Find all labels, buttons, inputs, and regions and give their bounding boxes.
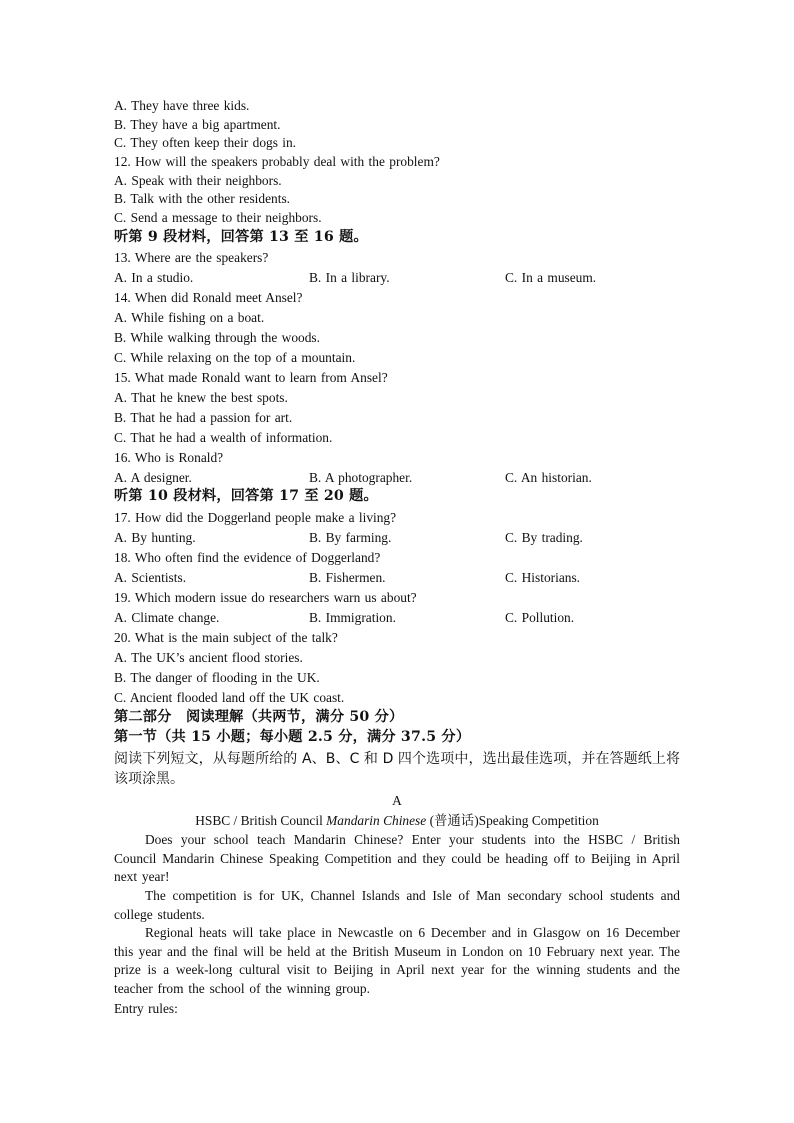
q20-option-b: B. The danger of flooding in the UK.	[114, 670, 320, 685]
q15-option-c: C. That he had a wealth of information.	[114, 430, 333, 445]
q17-option-c: C. By trading.	[505, 530, 583, 545]
paragraph-1-text: Does your school teach Mandarin Chinese? Enter your students into the HSBC / British Council Mandarin Chinese Speaking Competition and they could be heading off to Beijing in April next year!	[114, 832, 680, 885]
q14-option-a: A. While fishing on a boat.	[114, 310, 265, 325]
q20-option-c: C. Ancient flooded land off the UK coast.	[114, 690, 345, 705]
q14-option-c: C. While relaxing on the top of a mountain.	[114, 350, 356, 365]
passage-a-label: A	[392, 793, 402, 808]
q12-question: 12. How will the speakers probably deal with the problem?	[114, 154, 440, 169]
entry-rules-label: Entry rules:	[114, 1001, 178, 1016]
q14-option-b: B. While walking through the woods.	[114, 330, 320, 345]
q17-question: 17. How did the Doggerland people make a living?	[114, 510, 397, 525]
part2-section1-heading: 第一节（共 15 小题；每小题 2.5 分，满分 37.5 分）	[114, 729, 471, 745]
q20-question: 20. What is the main subject of the talk?	[114, 630, 338, 645]
q11-option-b: B. They have a big apartment.	[114, 117, 281, 132]
part2-instruction: 阅读下列短文，从每题所给的 A、B、C 和 D 四个选项中，选出最佳选项，并在答题纸上将该项涂黑。	[114, 751, 680, 787]
passage-a-paragraph-1	[114, 831, 680, 887]
q13-options	[114, 270, 714, 286]
q14-question: 14. When did Ronald meet Ansel?	[114, 290, 303, 305]
q11-option-c: C. They often keep their dogs in.	[114, 135, 297, 150]
q19-option-b: B. Immigration.	[309, 610, 396, 625]
passage-a-paragraph-2	[114, 887, 680, 924]
paragraph-2-text: The competition is for UK, Channel Islands and Isle of Man secondary school students and college students.	[114, 888, 680, 922]
q20-option-a: A. The UK’s ancient flood stories.	[114, 650, 303, 665]
q13-option-a: A. In a studio.	[114, 270, 194, 285]
paragraph-3-text: Regional heats will take place in Newcastle on 6 December and in Glasgow on 16 December this year and the final will be held at the British Museum in London on 10 February next year. The prize is a week-long cultural visit to Beijing in April next year for the winning students and the teacher from the school of the winning group.	[114, 925, 680, 996]
q13-option-b: B. In a library.	[309, 270, 390, 285]
q13-question: 13. Where are the speakers?	[114, 250, 269, 265]
q16-options	[114, 470, 714, 486]
q18-option-c: C. Historians.	[505, 570, 581, 585]
passage-a-title-post: (普通话)Speaking Competition	[426, 813, 599, 828]
q13-option-c: C. In a museum.	[505, 270, 597, 285]
q12-option-c: C. Send a message to their neighbors.	[114, 210, 322, 225]
q18-option-b: B. Fishermen.	[309, 570, 386, 585]
q17-option-b: B. By farming.	[309, 530, 392, 545]
section9-heading: 听第 9 段材料，回答第 13 至 16 题。	[114, 229, 368, 245]
q15-option-a: A. That he knew the best spots.	[114, 390, 288, 405]
q17-options	[114, 530, 714, 546]
q18-question: 18. Who often find the evidence of Doggerland?	[114, 550, 381, 565]
q18-option-a: A. Scientists.	[114, 570, 187, 585]
q15-option-b: B. That he had a passion for art.	[114, 410, 293, 425]
passage-a-paragraph-3	[114, 924, 680, 998]
q19-option-c: C. Pollution.	[505, 610, 575, 625]
q19-option-a: A. Climate change.	[114, 610, 220, 625]
q16-option-c: C. An historian.	[505, 470, 592, 485]
part2-heading: 第二部分 阅读理解（共两节，满分 50 分）	[114, 709, 404, 725]
q19-question: 19. Which modern issue do researchers warn us about?	[114, 590, 417, 605]
q11-option-a: A. They have three kids.	[114, 98, 250, 113]
passage-a-title-italic: Mandarin Chinese	[326, 813, 427, 828]
q12-option-a: A. Speak with their neighbors.	[114, 173, 282, 188]
q17-option-a: A. By hunting.	[114, 530, 196, 545]
q19-options	[114, 610, 714, 626]
passage-a-title	[114, 813, 680, 829]
q12-option-b: B. Talk with the other residents.	[114, 191, 291, 206]
q18-options	[114, 570, 714, 586]
q16-option-b: B. A photographer.	[309, 470, 413, 485]
q16-question: 16. Who is Ronald?	[114, 450, 224, 465]
q15-question: 15. What made Ronald want to learn from Ansel?	[114, 370, 388, 385]
q16-option-a: A. A designer.	[114, 470, 192, 485]
passage-a-title-pre: HSBC / British Council	[195, 813, 327, 828]
section10-heading: 听第 10 段材料，回答第 17 至 20 题。	[114, 488, 378, 504]
